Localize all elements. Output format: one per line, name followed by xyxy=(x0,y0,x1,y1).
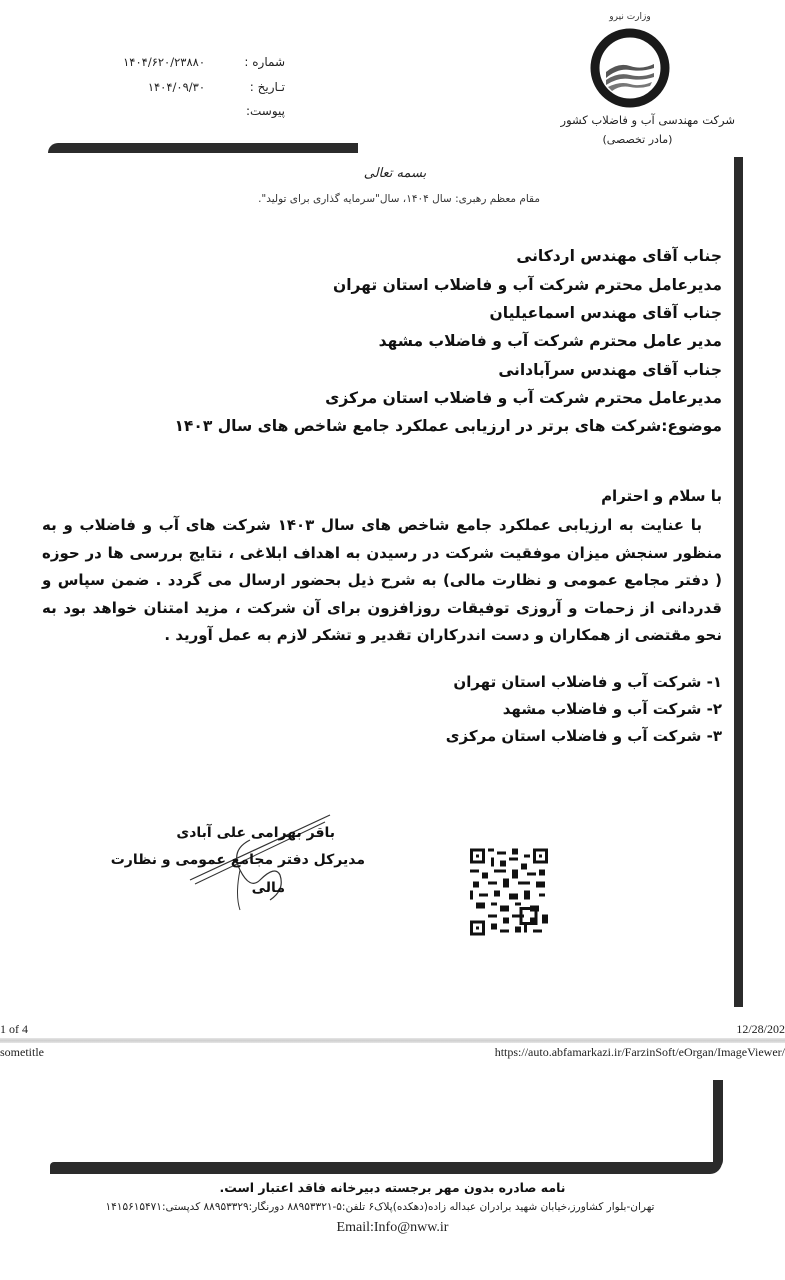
letterhead-right-bar xyxy=(734,157,743,1007)
addressee-line: مدیرعامل محترم شرکت آب و فاضلاب استان مرکزی xyxy=(325,389,722,407)
letter-number-value: ۱۴۰۴/۶۲۰/۲۳۸۸۰ xyxy=(123,55,205,69)
qr-code-icon xyxy=(470,848,548,936)
addressee-line: جناب آقای مهندس اردکانی xyxy=(516,247,722,265)
year-slogan: مقام معظم رهبری: سال ۱۴۰۴، سال"سرمایه گذاری برای تولید". xyxy=(258,193,540,205)
signer-title-cont: مالی xyxy=(251,880,285,896)
letter-attachment-label: پیوست: xyxy=(245,104,285,118)
letterhead-bottom-right-bar xyxy=(713,1080,723,1170)
letter-date-value: ۱۴۰۴/۰۹/۳۰ xyxy=(147,80,205,94)
invocation: بسمه تعالی xyxy=(363,166,427,181)
page-separator xyxy=(0,1038,785,1043)
list-item: ۱- شرکت آب و فاضلاب استان تهران xyxy=(453,673,722,691)
organization-subtitle: (مادر تخصصی) xyxy=(602,133,673,146)
addressee-line: جناب آقای مهندس اسماعیلیان xyxy=(489,304,722,322)
letter-number-row xyxy=(70,55,285,75)
letter-body: با عنایت به ارزیابی عملکرد جامع شاخص های سال ۱۴۰۳ شرکت های آب و فاضلاب و به منظور سنجش میزان موفقیت شرکت در رسیدن به اهداف ابلاغی ، نتایج بررسی ها در حوزه ( دفتر مجامع عمومی و نظارت مالی) به شرح ذیل بحضور ارسال می گردد . ضمن سپاس و قدردانی از زحمات و آروزی توفیقات روزافزون برای آن شرکت ، مزید امتنان خواهد بود به نحو مقتضی از همکاران و دست اندرکاران تقدیر و تشکر لازم به عمل آورید . xyxy=(42,516,722,644)
addressee-line: مدیرعامل محترم شرکت آب و فاضلاب استان تهران xyxy=(332,276,722,294)
validity-notice: نامه صادره بدون مهر برجسته دبیرخانه فاقد اعتبار است. xyxy=(219,1180,566,1195)
print-title: sometitle xyxy=(0,1045,44,1059)
signer-name: باقر بهرامی علی آبادی xyxy=(176,825,335,841)
letter-attachment-row xyxy=(70,104,285,124)
letter-date-label: تـاریخ : xyxy=(249,80,285,94)
addressee-line: جناب آقای مهندس سرآبادانی xyxy=(498,361,722,379)
letterhead-bottom-bar xyxy=(50,1162,722,1174)
print-url: https://auto.abfamarkazi.ir/FarzinSoft/eOrgan/ImageViewer/ xyxy=(494,1045,785,1059)
water-waves-circle-logo-icon xyxy=(590,28,670,108)
greeting: با سلام و احترام xyxy=(601,487,722,505)
organization-name: شرکت مهندسی آب و فاضلاب کشور xyxy=(560,113,735,127)
addressee-line: مدیر عامل محترم شرکت آب و فاضلاب مشهد xyxy=(378,332,722,350)
list-item: ۲- شرکت آب و فاضلاب مشهد xyxy=(502,700,722,718)
print-date: 12/28/202 xyxy=(736,1022,785,1036)
letter-date-row xyxy=(70,80,285,100)
letter-number-label: شماره : xyxy=(244,55,285,69)
subject-line: موضوع:شرکت های برتر در ارزیابی عملکرد جامع شاخص های سال ۱۴۰۳ xyxy=(174,417,722,435)
ministry-label: وزارت نیرو xyxy=(609,12,651,22)
print-page-counter: 1 of 4 xyxy=(0,1022,28,1036)
letterhead-top-bar xyxy=(48,143,358,153)
signer-title: مدیرکل دفتر مجامع عمومی و نظارت xyxy=(110,852,365,868)
contact-email: Email:Info@nww.ir xyxy=(336,1220,449,1235)
list-item: ۳- شرکت آب و فاضلاب استان مرکزی xyxy=(445,727,722,745)
postal-address: تهران-بلوار کشاورز،خیابان شهید برادران عبداله زاده(دهکده)پلاک۶ تلفن:۵-۸۸۹۵۳۳۲۱ دورنگار:۸۸۹۵۳۳۲۹ کدپستی:۱۴۱۵۶۱۵۴۷۱ xyxy=(105,1201,655,1213)
